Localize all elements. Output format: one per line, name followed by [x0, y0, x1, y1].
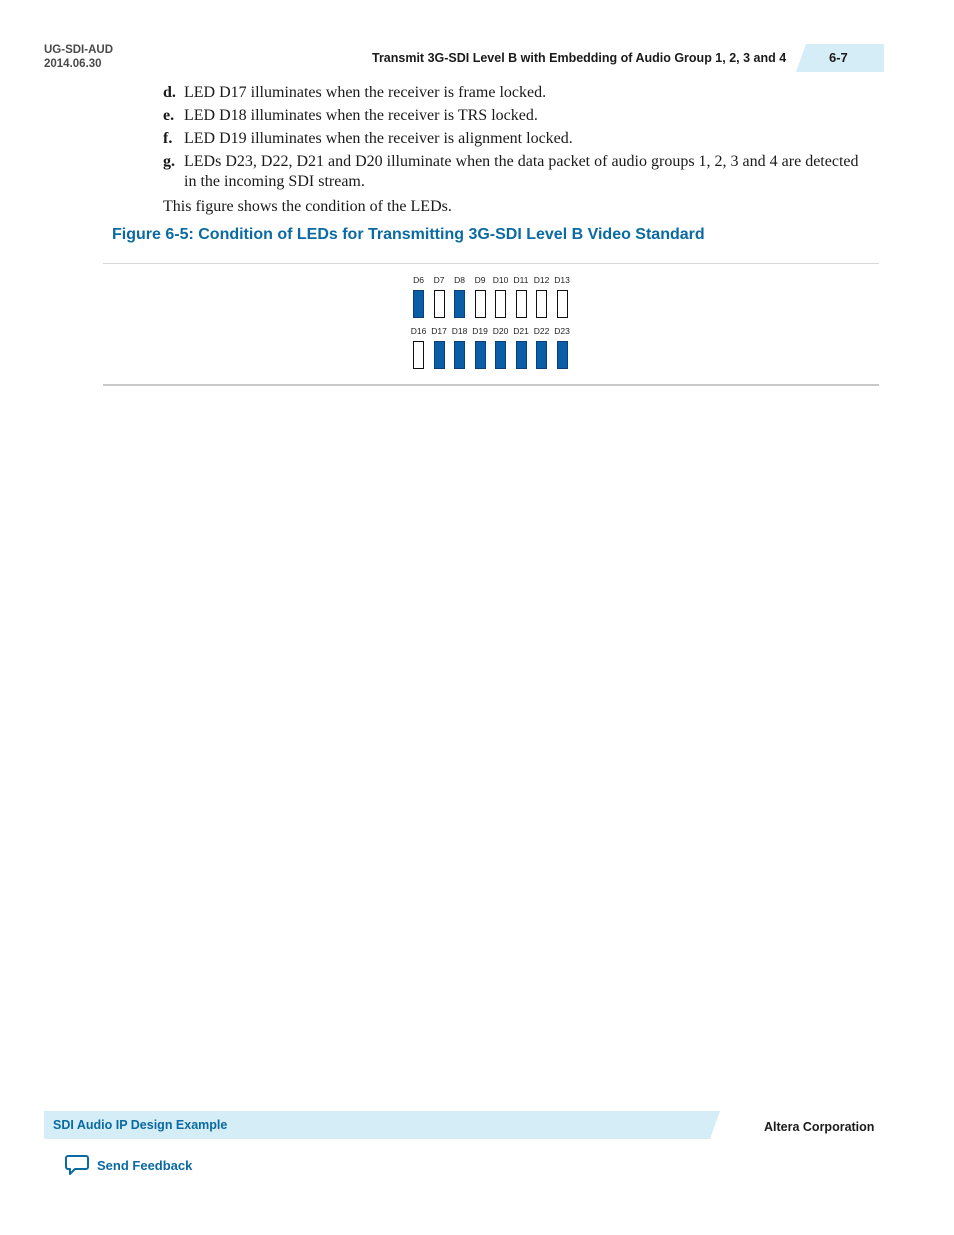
step-letter: d. [163, 84, 176, 101]
led-d9 [475, 290, 486, 318]
step-text: LEDs D23, D22, D21 and D20 illuminate when the data packet of audio groups 1, 2, 3 and 4 are detected in the incoming SDI stream. [184, 153, 859, 190]
led-label-d23: D23 [554, 326, 570, 336]
led-label-d21: D21 [513, 326, 529, 336]
led-d11 [516, 290, 527, 318]
doc-id [44, 43, 113, 71]
led-label-d9: D9 [474, 275, 486, 285]
led-label-d17: D17 [431, 326, 447, 336]
led-d6 [413, 290, 424, 318]
led-label-d13: D13 [554, 275, 570, 285]
header-title: Transmit 3G-SDI Level B with Embedding of Audio Group 1, 2, 3 and 4 [372, 51, 787, 65]
led-d10 [495, 290, 506, 318]
led-d7 [434, 290, 445, 318]
step-text: LED D17 illuminates when the receiver is frame locked. [184, 84, 547, 101]
led-d12 [536, 290, 547, 318]
led-label-d19: D19 [472, 326, 488, 336]
led-d18 [454, 341, 465, 369]
step-text: LED D18 illuminates when the receiver is TRS locked. [184, 107, 538, 124]
footer-doc-title: SDI Audio IP Design Example [53, 1118, 228, 1132]
figure-top-rule [103, 263, 879, 264]
led-d13 [557, 290, 568, 318]
led-label-d11: D11 [513, 275, 529, 285]
send-feedback-link[interactable] [65, 1154, 192, 1176]
led-label-d7: D7 [433, 275, 445, 285]
led-label-d8: D8 [454, 275, 465, 285]
led-d8 [454, 290, 465, 318]
step-letter: f. [163, 130, 173, 147]
figure-bottom-rule [103, 384, 879, 386]
led-label-d10: D10 [492, 275, 509, 285]
led-label-d6: D6 [413, 275, 424, 285]
figure-title: Figure 6-5: Condition of LEDs for Transmitting 3G-SDI Level B Video Standard [112, 226, 705, 243]
led-d17 [434, 341, 445, 369]
step-text: LED D19 illuminates when the receiver is alignment locked. [184, 130, 573, 147]
doc-date: 2014.06.30 [44, 58, 102, 70]
led-label-d12: D12 [533, 275, 550, 285]
page-number: 6-7 [829, 50, 848, 65]
step-letter: e. [163, 107, 175, 124]
led-d20 [495, 341, 506, 369]
step-letter: g. [163, 153, 175, 170]
led-d22 [536, 341, 547, 369]
led-label-d20: D20 [492, 326, 509, 336]
speech-bubble-icon [65, 1154, 89, 1176]
led-label-d22: D22 [533, 326, 550, 336]
led-d23 [557, 341, 568, 369]
led-d19 [475, 341, 486, 369]
send-feedback-label: Send Feedback [97, 1157, 193, 1173]
footer-company: Altera Corporation [764, 1120, 875, 1134]
led-label-d16: D16 [410, 326, 427, 336]
led-label-d18: D18 [451, 326, 468, 336]
doc-id-code: UG-SDI-AUD [44, 44, 113, 56]
led-d21 [516, 341, 527, 369]
led-d16 [413, 341, 424, 369]
intro-text: This figure shows the condition of the LEDs. [163, 198, 452, 215]
